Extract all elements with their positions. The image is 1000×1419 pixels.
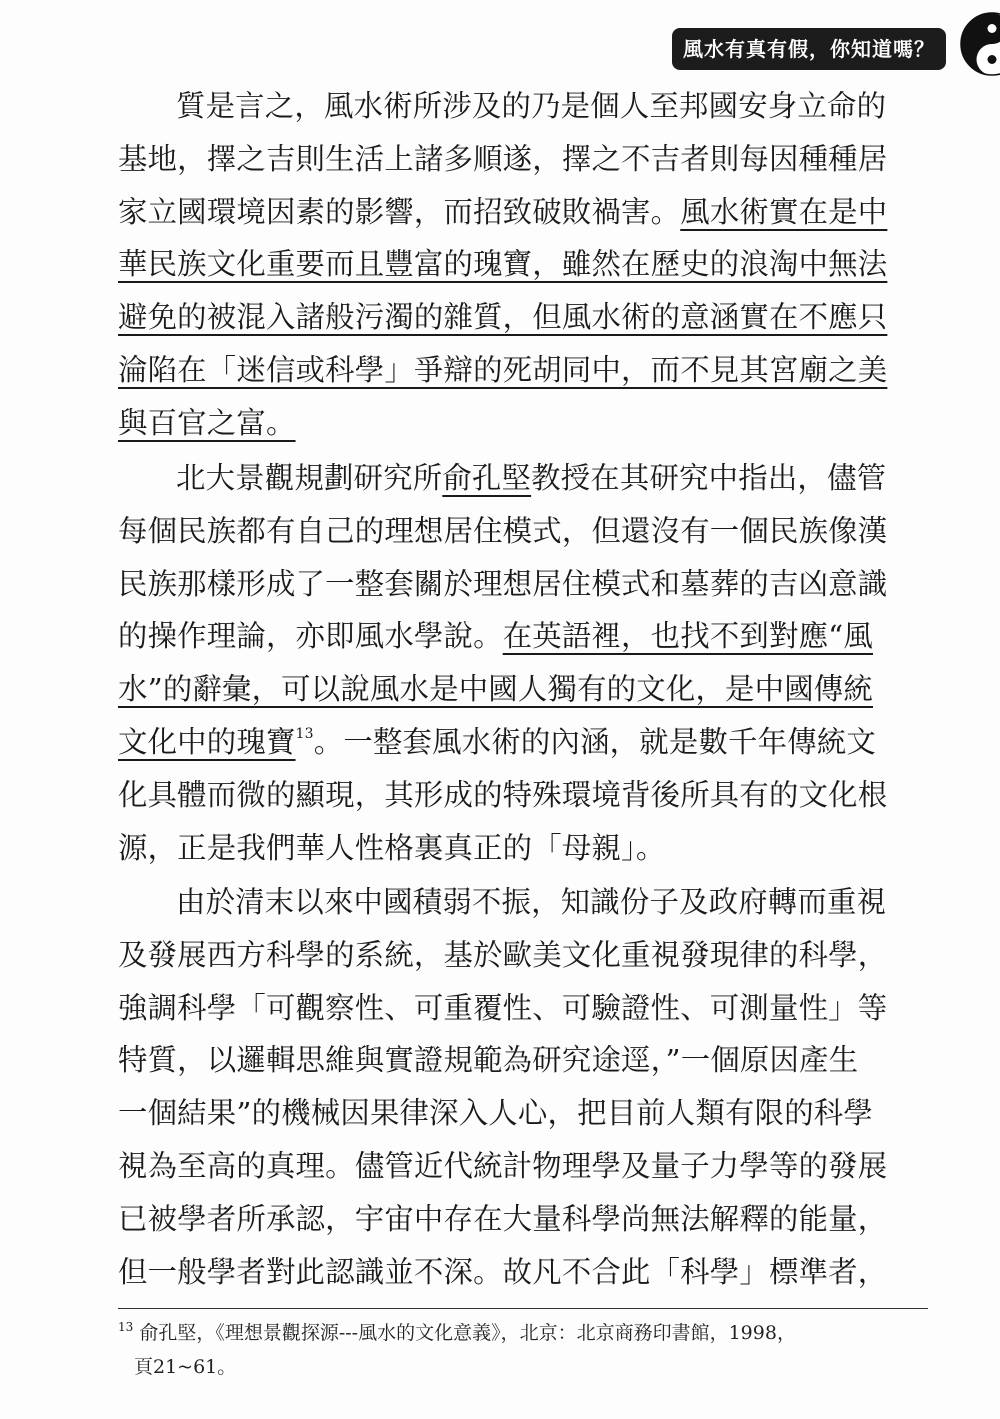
text-line xyxy=(118,716,930,769)
footnote-ref[interactable]: 13 xyxy=(295,725,314,742)
underlined-line: 水”的辭彙，可以說風水是中國人獨有的文化，是中國傳統 xyxy=(118,672,873,707)
paragraph-3 xyxy=(118,876,930,1298)
text-line: 已被學者所承認，宇宙中存在大量科學尚無法解釋的能量， xyxy=(118,1201,888,1236)
text-line: 視為至高的真理。儘管近代統計物理學及量子力學等的發展 xyxy=(118,1148,888,1183)
footnote-divider xyxy=(118,1308,928,1309)
paragraph-1 xyxy=(118,80,930,450)
footnote-line xyxy=(118,1316,930,1350)
text-line xyxy=(118,452,930,505)
text-line xyxy=(118,186,930,239)
text-line xyxy=(118,397,930,450)
text-segment: 教授在其研究中指出，儘管 xyxy=(531,461,887,495)
underlined-text: 文化中的瑰寶 xyxy=(118,724,296,759)
footnote-text: 俞孔堅，《理想景觀探源---風水的文化意義》，北京：北京商務印書館，1998， xyxy=(139,1322,796,1344)
chapter-title-badge: 風水有真有假，你知道嗎？ xyxy=(672,28,946,70)
text-segment: 家立國環境因素的影響，而招致破敗禍害。 xyxy=(118,194,681,229)
underlined-text: 風水術實在是中 xyxy=(680,194,888,229)
text-line: 化具體而微的顯現，其形成的特殊環境背後所具有的文化根 xyxy=(118,777,888,812)
underlined-line: 華民族文化重要而且豐富的瑰寶，雖然在歷史的浪淘中無法 xyxy=(118,247,888,282)
underlined-line: 避免的被混入諸般污濁的雜質，但風水術的意涵實在不應只 xyxy=(118,300,888,335)
text-segment: 的操作理論，亦即風水學說。 xyxy=(118,619,503,654)
text-line: 強調科學「可觀察性、可重覆性、可驗證性、可測量性」等 xyxy=(118,990,888,1025)
text-segment: 。一整套風水術的內涵，就是數千年傳統文 xyxy=(313,724,876,759)
text-line: 每個民族都有自己的理想居住模式，但還沒有一個民族像漢 xyxy=(118,513,888,548)
text-line: 基地，擇之吉則生活上諸多順遂，擇之不吉者則每因種種居 xyxy=(118,141,888,176)
author-name: 俞孔堅 xyxy=(442,461,532,495)
text-line: 及發展西方科學的系統，基於歐美文化重視發現律的科學， xyxy=(118,937,888,972)
text-line: 質是言之，風水術所涉及的乃是個人至邦國安身立命的 xyxy=(176,89,887,123)
text-line: 民族那樣形成了一整套關於理想居住模式和墓葬的吉凶意識 xyxy=(118,566,888,601)
text-line: 但一般學者對此認識並不深。故凡不合此「科學」標準者， xyxy=(118,1254,888,1289)
text-line: 特質，以邏輯思維與實證規範為研究途逕，”一個原因產生 xyxy=(118,1043,859,1078)
underlined-text: 在英語裡，也找不到對應“風 xyxy=(502,619,873,654)
footnote-line: 頁21~61。 xyxy=(134,1356,237,1378)
text-line xyxy=(118,610,930,663)
text-line: 源，正是我們華人性格裏真正的「母親」。 xyxy=(118,830,666,865)
footnote xyxy=(118,1316,930,1384)
footnote-number: 13 xyxy=(118,1320,134,1334)
yin-yang-icon xyxy=(960,12,1000,76)
paragraph-2 xyxy=(118,452,930,874)
text-segment: 北大景觀規劃研究所 xyxy=(176,461,443,495)
text-line: 由於清末以來中國積弱不振，知識份子及政府轉而重視 xyxy=(176,885,887,919)
underlined-line: 淪陷在「迷信或科學」爭辯的死胡同中，而不見其宮廟之美 xyxy=(118,352,888,387)
underlined-text: 與百官之富。 xyxy=(118,405,296,440)
text-line: 一個結果”的機械因果律深入人心，把目前人類有限的科學 xyxy=(118,1096,873,1131)
